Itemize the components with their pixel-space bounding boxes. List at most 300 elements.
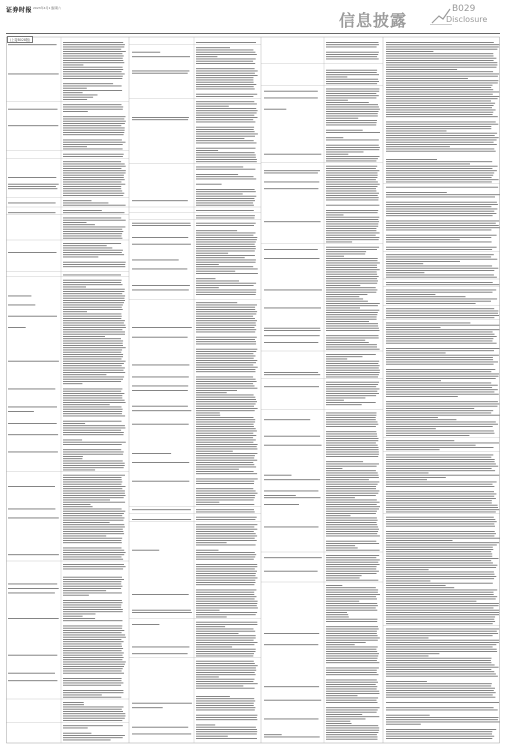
text-line: [386, 665, 495, 666]
text-line: [132, 424, 189, 425]
text-line: [386, 635, 493, 636]
text-line: [63, 411, 122, 412]
text-line: [63, 522, 110, 523]
text-line: [196, 281, 239, 282]
text-line: [63, 484, 122, 485]
text-line: [196, 571, 257, 572]
text-line: [196, 198, 254, 199]
text-line: [264, 644, 318, 645]
text-line: [196, 725, 215, 726]
text-line: [386, 213, 496, 214]
text-line: [326, 116, 378, 117]
text-line: [196, 674, 256, 675]
text-line: [132, 481, 189, 482]
text-line: [196, 307, 255, 308]
text-line: [8, 327, 26, 328]
text-line: [386, 475, 499, 476]
text-line: [196, 379, 256, 380]
text-line: [386, 247, 497, 248]
text-line: [326, 210, 378, 211]
text-line: [63, 520, 124, 521]
text-line: [132, 406, 188, 407]
text-line: [386, 592, 494, 593]
text-line: [386, 275, 494, 276]
text-line: [63, 735, 125, 736]
text-line: [63, 154, 124, 155]
text-line: [326, 672, 377, 673]
text-line: [196, 519, 255, 520]
text-line: [63, 590, 106, 591]
text-line: [196, 94, 257, 95]
text-line: [196, 285, 254, 286]
text-line: [386, 282, 493, 283]
text-line: [386, 457, 491, 458]
text-line: [326, 491, 379, 492]
text-line: [196, 189, 255, 190]
text-line: [196, 727, 256, 728]
text-line: [326, 251, 366, 252]
text-line: [196, 134, 258, 135]
text-line: [326, 452, 379, 453]
text-line: [326, 642, 366, 643]
text-line: [326, 217, 379, 218]
text-line: [63, 513, 124, 514]
page-code: B029: [452, 4, 476, 14]
text-line: [132, 260, 179, 261]
text-line: [196, 159, 257, 160]
text-line: [196, 381, 257, 382]
text-line: [63, 307, 122, 308]
text-line: [386, 292, 493, 293]
text-line: [196, 108, 256, 109]
text-line: [386, 166, 498, 167]
text-line: [63, 287, 86, 288]
text-line: [326, 125, 376, 126]
text-line: [63, 229, 122, 230]
text-line: [196, 710, 255, 711]
text-line: [326, 493, 378, 494]
text-line: [386, 554, 492, 555]
text-line: [196, 174, 238, 175]
text-line: [386, 261, 460, 262]
text-line: [386, 80, 498, 81]
text-line: [196, 566, 257, 567]
text-line: [8, 509, 55, 510]
text-line: [63, 452, 124, 453]
text-line: [386, 683, 492, 684]
text-line: [63, 616, 83, 617]
text-line: [386, 491, 494, 492]
text-line: [326, 130, 363, 131]
text-line: [63, 227, 125, 228]
text-line: [386, 179, 499, 180]
text-line: [326, 197, 379, 198]
text-line: [326, 419, 376, 420]
text-line: [132, 734, 191, 735]
text-line: [386, 161, 492, 162]
continued-label: (上接B028版): [7, 36, 33, 43]
text-line: [386, 270, 494, 271]
text-line: [326, 161, 376, 162]
text-line: [63, 641, 124, 642]
text-line: [196, 698, 254, 699]
text-line: [63, 671, 122, 672]
text-line: [386, 533, 496, 534]
text-line: [326, 413, 377, 414]
text-line: [63, 365, 122, 366]
text-line: [196, 264, 219, 265]
text-line: [386, 440, 454, 441]
text-line: [326, 303, 380, 304]
text-line: [196, 590, 256, 591]
text-line: [386, 560, 491, 561]
text-line: [326, 175, 378, 176]
text-line: [326, 158, 378, 159]
text-line: [386, 477, 446, 478]
text-line: [264, 419, 310, 420]
text-line: [386, 629, 499, 630]
text-line: [196, 117, 258, 118]
text-line: [326, 330, 380, 331]
text-line: [63, 518, 125, 519]
text-line: [264, 335, 320, 336]
text-line: [326, 93, 376, 94]
text-line: [63, 191, 122, 192]
text-line: [132, 653, 188, 654]
text-line: [132, 386, 188, 387]
text-line: [132, 703, 192, 704]
text-line: [326, 237, 379, 238]
text-line: [326, 389, 380, 390]
text-line: [63, 92, 83, 93]
text-line: [63, 648, 123, 649]
text-line: [326, 310, 379, 311]
text-line: [63, 425, 125, 426]
text-line: [326, 317, 377, 318]
text-line: [264, 91, 318, 92]
text-line: [386, 323, 470, 324]
text-line: [386, 371, 491, 372]
text-line: [63, 193, 124, 194]
text-line: [63, 653, 124, 654]
text-line: [63, 733, 91, 734]
text-line: [386, 87, 491, 88]
text-line: [196, 71, 258, 72]
text-line: [386, 53, 493, 54]
text-line: [63, 614, 96, 615]
text-line: [196, 582, 256, 583]
text-line: [326, 614, 348, 615]
text-line: [386, 151, 496, 152]
text-line: [386, 272, 424, 273]
text-line: [386, 697, 495, 698]
text-line: [63, 149, 123, 150]
text-line: [326, 635, 378, 636]
text-line: [326, 550, 380, 551]
text-line: [386, 688, 495, 689]
text-line: [63, 69, 123, 70]
text-line: [63, 657, 124, 658]
text-line: [326, 89, 379, 90]
text-line: [63, 58, 123, 59]
text-line: [264, 734, 282, 735]
text-line: [196, 77, 254, 78]
text-line: [386, 676, 498, 677]
text-line: [386, 517, 494, 518]
text-line: [326, 242, 352, 243]
text-line: [132, 223, 191, 224]
text-line: [196, 672, 255, 673]
text-line: [386, 259, 497, 260]
text-line: [196, 668, 256, 669]
text-line: [386, 49, 497, 50]
text-line: [386, 610, 499, 611]
text-line: [63, 252, 122, 253]
text-line: [63, 383, 82, 384]
text-line: [8, 407, 57, 408]
text-line: [386, 380, 441, 381]
text-line: [326, 436, 377, 437]
text-line: [63, 343, 123, 344]
text-line: [63, 177, 124, 178]
text-line: [196, 717, 257, 718]
text-line: [63, 713, 125, 714]
text-line: [326, 631, 377, 632]
text-line: [63, 314, 121, 315]
text-line: [326, 226, 378, 227]
text-line: [63, 262, 126, 263]
text-line: [386, 122, 496, 123]
text-line: [386, 175, 493, 176]
text-line: [326, 468, 342, 469]
text-line: [63, 506, 93, 507]
text-line: [386, 660, 491, 661]
text-line: [326, 370, 380, 371]
text-line: [196, 462, 253, 463]
text-line: [63, 725, 123, 726]
text-line: [196, 383, 253, 384]
text-line: [326, 254, 365, 255]
text-line: [8, 184, 59, 185]
text-line: [386, 644, 496, 645]
text-line: [326, 104, 378, 105]
text-line: [386, 601, 476, 602]
text-line: [196, 388, 257, 389]
text-line: [326, 292, 376, 293]
text-line: [386, 135, 495, 136]
text-line: [326, 272, 377, 273]
text-line: [386, 464, 496, 465]
text-line: [326, 578, 360, 579]
text-line: [196, 419, 255, 420]
text-line: [196, 362, 256, 363]
text-line: [63, 584, 121, 585]
text-line: [326, 145, 379, 146]
text-line: [63, 533, 124, 534]
text-line: [132, 71, 189, 72]
text-line: [63, 47, 124, 48]
text-line: [63, 146, 87, 147]
text-line: [196, 251, 255, 252]
text-line: [63, 434, 124, 435]
text-line: [386, 479, 427, 480]
text-line: [196, 686, 243, 687]
text-line: [386, 401, 498, 402]
text-line: [326, 732, 378, 733]
text-line: [196, 294, 256, 295]
text-line: [63, 132, 124, 133]
text-line: [196, 707, 255, 708]
text-line: [386, 51, 433, 52]
text-line: [386, 717, 499, 718]
text-line: [63, 482, 122, 483]
text-line: [386, 482, 497, 483]
text-line: [264, 372, 318, 373]
text-line: [386, 387, 492, 388]
text-line: [196, 143, 257, 144]
text-line: [326, 305, 378, 306]
text-line: [196, 594, 254, 595]
text-line: [386, 608, 494, 609]
text-line: [196, 656, 253, 657]
text-line: [63, 442, 126, 443]
text-line: [386, 526, 495, 527]
text-line: [386, 417, 438, 418]
text-line: [326, 721, 350, 722]
text-line: [326, 294, 367, 295]
text-line: [63, 372, 125, 373]
text-line: [63, 673, 124, 674]
text-line: [196, 54, 257, 55]
text-line: [196, 161, 257, 162]
text-line: [326, 395, 376, 396]
section-title: 信息披露: [339, 11, 408, 30]
text-line: [326, 338, 379, 339]
text-line: [63, 500, 110, 501]
text-line: [386, 551, 491, 552]
text-line: [63, 702, 84, 703]
text-line: [386, 376, 499, 377]
text-line: [326, 91, 379, 92]
text-line: [386, 621, 495, 622]
text-line: [196, 736, 228, 737]
text-line: [196, 653, 254, 654]
text-line: [63, 605, 121, 606]
text-line: [386, 594, 494, 595]
issue-day: 星期六: [52, 6, 62, 10]
text-line: [196, 196, 256, 197]
text-line: [63, 347, 126, 348]
text-line: [386, 242, 492, 243]
masthead: [0, 0, 506, 28]
text-line: [196, 705, 254, 706]
text-line: [196, 665, 258, 666]
text-line: [386, 556, 492, 557]
text-line: [386, 355, 499, 356]
text-line: [196, 84, 256, 85]
text-line: [326, 603, 377, 604]
text-line: [326, 716, 379, 717]
text-line: [8, 518, 59, 519]
text-line: [326, 132, 380, 133]
text-line: [63, 595, 89, 596]
text-line: [326, 545, 355, 546]
text-line: [196, 471, 254, 472]
text-line: [386, 500, 492, 501]
text-line: [63, 475, 125, 476]
text-line: [132, 707, 163, 708]
text-line: [326, 205, 379, 206]
text-line: [196, 244, 255, 245]
text-line: [264, 491, 318, 492]
text-line: [264, 686, 319, 687]
text-line: [386, 707, 494, 708]
text-line: [196, 63, 255, 64]
text-line: [386, 168, 492, 169]
text-line: [326, 621, 377, 622]
text-line: [326, 710, 378, 711]
text-line: [63, 413, 122, 414]
text-line: [386, 177, 492, 178]
text-line: [63, 389, 122, 390]
text-line: [196, 431, 257, 432]
text-line: [196, 569, 255, 570]
text-line: [63, 175, 124, 176]
text-line: [63, 173, 126, 174]
text-line: [63, 635, 125, 636]
text-line: [326, 707, 380, 708]
text-line: [63, 692, 124, 693]
text-line: [386, 235, 497, 236]
text-line: [63, 293, 122, 294]
text-line: [386, 237, 491, 238]
text-line: [63, 284, 123, 285]
text-line: [196, 473, 257, 474]
text-line: [386, 230, 491, 231]
text-line: [326, 239, 379, 240]
text-line: [386, 638, 429, 639]
text-line: [264, 504, 299, 505]
text-line: [326, 177, 377, 178]
text-line: [386, 567, 496, 568]
text-line: [326, 100, 348, 101]
text-line: [196, 488, 253, 489]
text-line: [326, 714, 362, 715]
text-line: [386, 473, 429, 474]
text-line: [8, 593, 55, 594]
text-line: [326, 415, 376, 416]
text-line: [8, 109, 58, 110]
text-line: [386, 433, 495, 434]
text-line: [63, 552, 126, 553]
paper-name: 证券时报: [6, 7, 33, 14]
text-line: [386, 578, 494, 579]
text-line: [326, 730, 379, 731]
text-line: [8, 486, 55, 487]
text-line: [264, 497, 321, 498]
text-line: [63, 62, 124, 63]
text-line: [63, 218, 121, 219]
text-line: [132, 624, 159, 625]
text-line: [63, 205, 126, 206]
text-line: [63, 740, 111, 741]
text-line: [63, 354, 123, 355]
text-line: [63, 156, 123, 157]
text-line: [63, 697, 121, 698]
text-line: [132, 462, 189, 463]
text-line: [326, 186, 378, 187]
text-line: [63, 186, 121, 187]
